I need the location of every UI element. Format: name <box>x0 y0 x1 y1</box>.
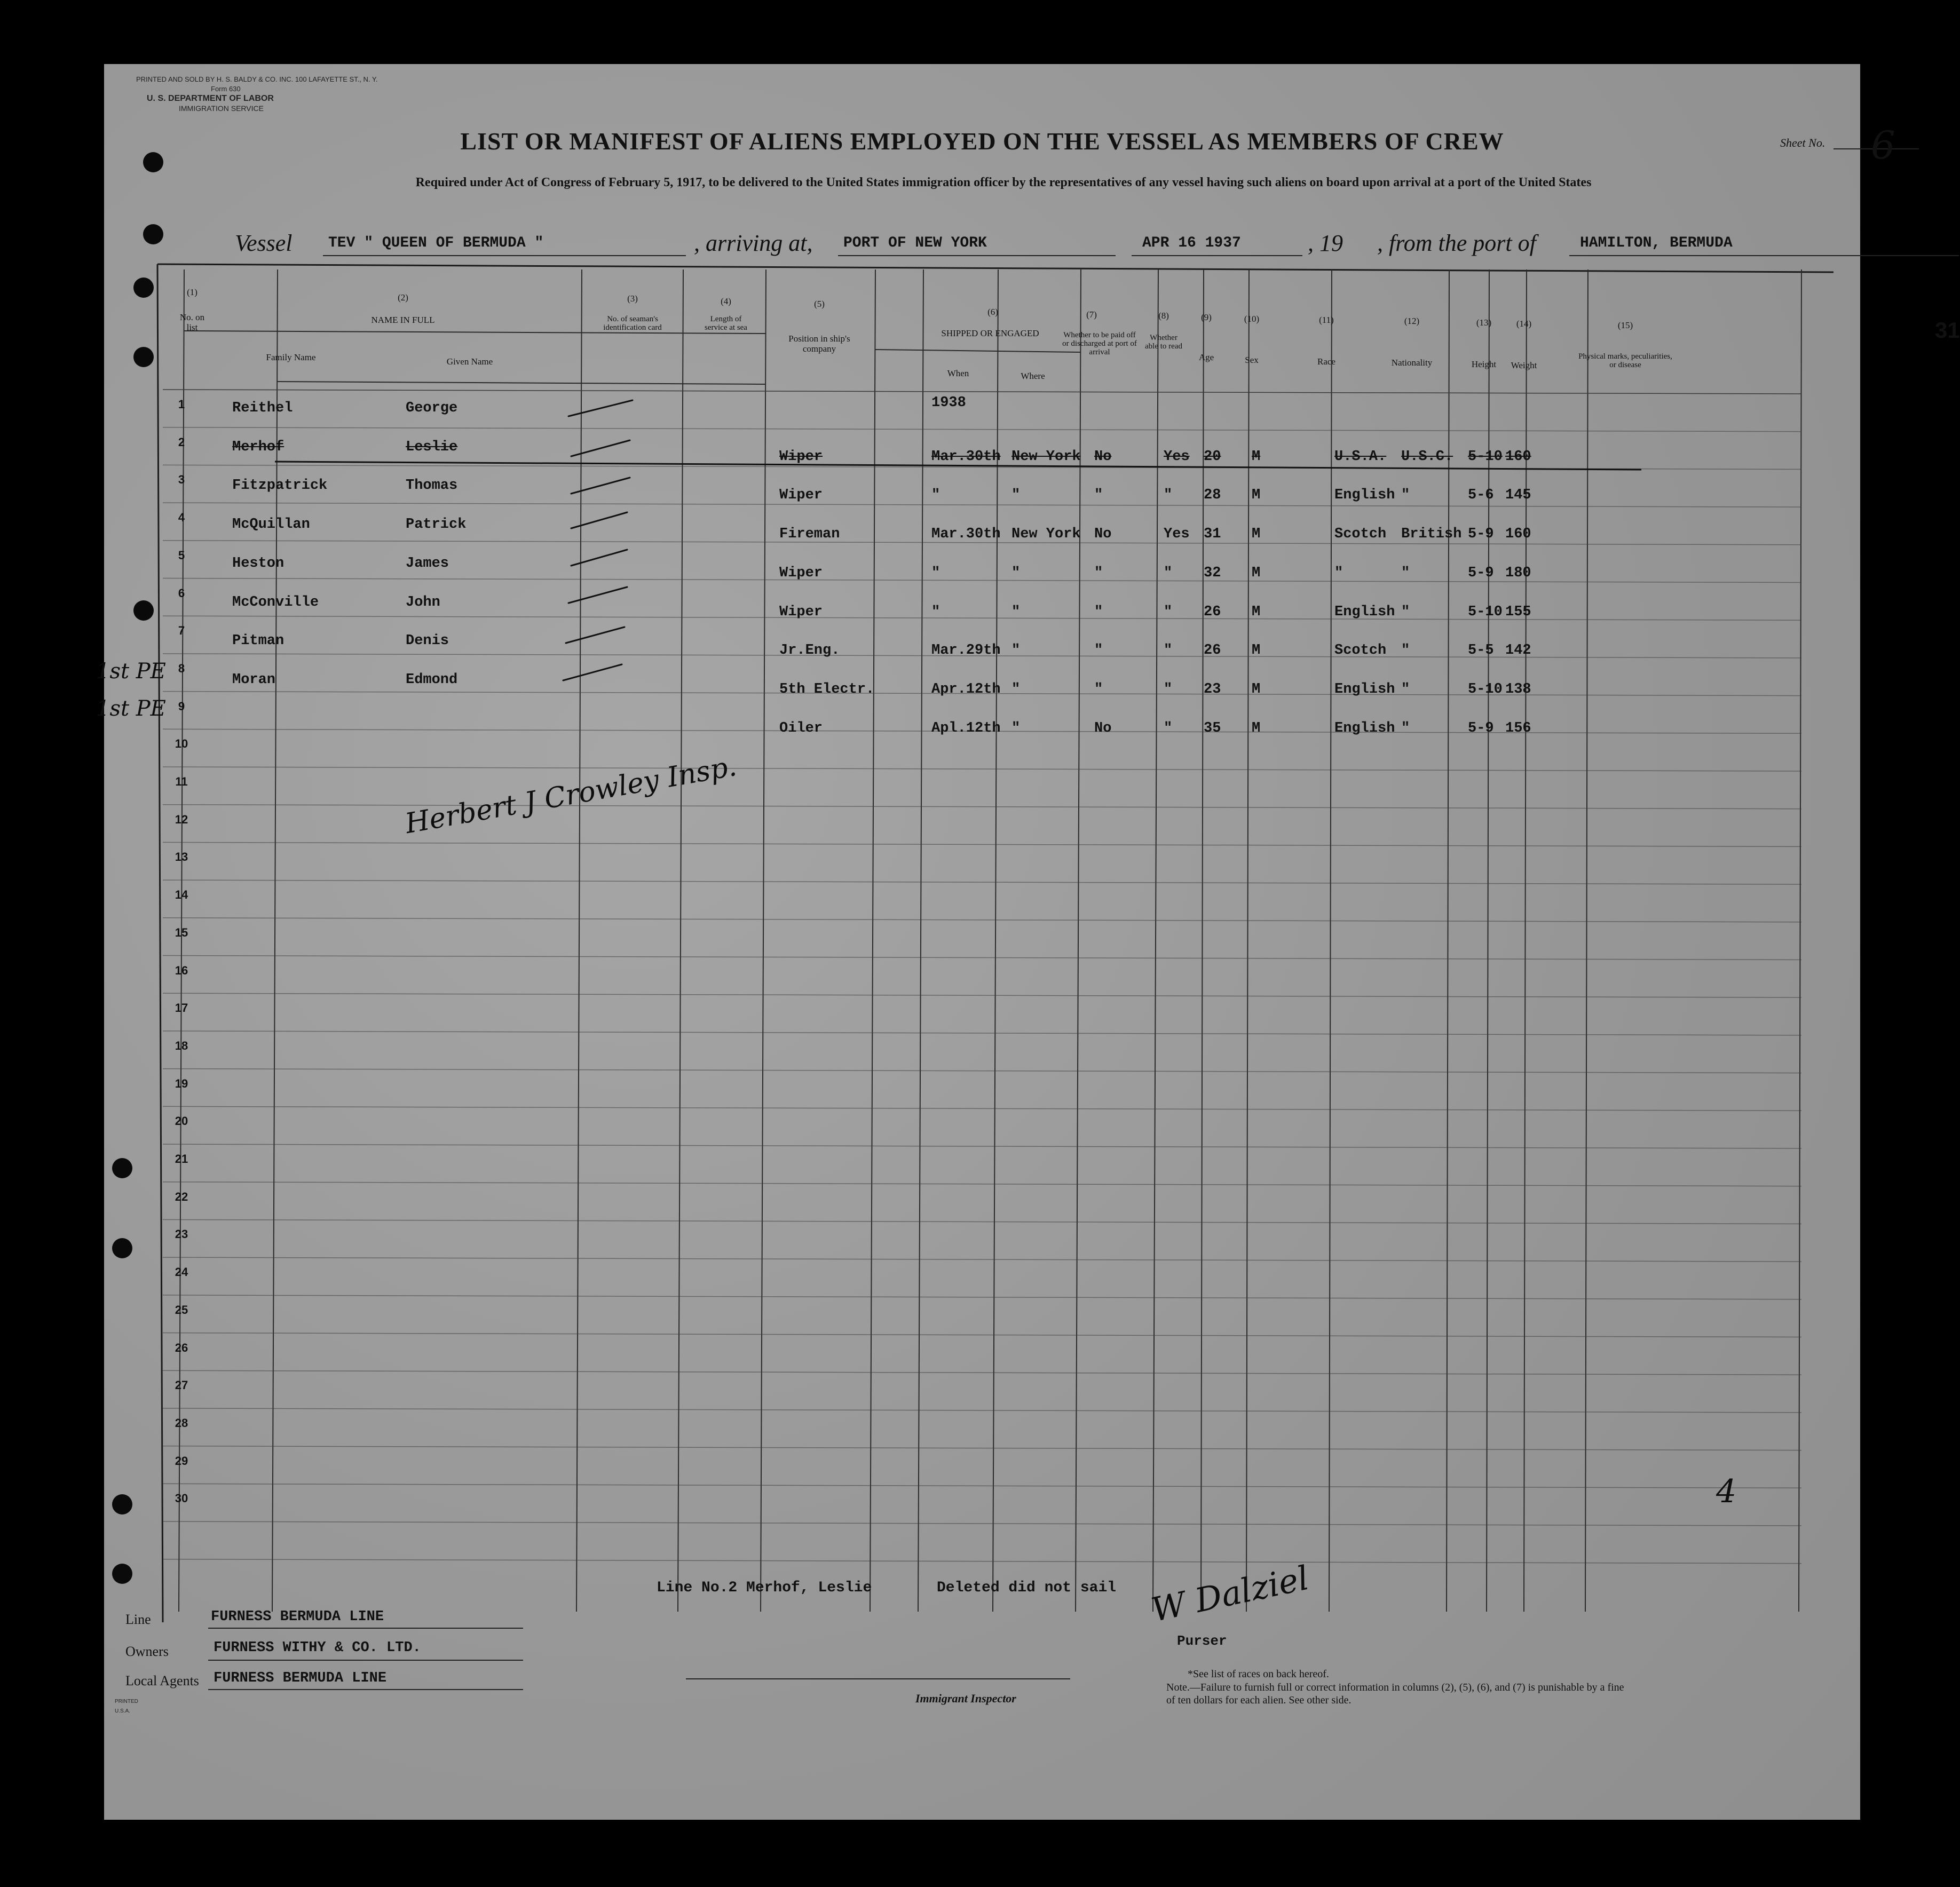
col9-header: Age <box>1198 352 1214 362</box>
owners-underline <box>208 1660 523 1661</box>
cell-race: Scotch <box>1334 643 1387 659</box>
cell-weight: 160 <box>1505 526 1531 543</box>
cell-sex: M <box>1252 681 1261 697</box>
cell-read: " <box>1164 604 1173 620</box>
cell-given: Leslie <box>406 439 458 455</box>
cell-height: 5-6 <box>1468 487 1494 504</box>
form-number: Form 630 <box>211 85 241 93</box>
stray-mark: 4 <box>1716 1473 1737 1510</box>
row-number: 4 <box>178 511 185 525</box>
cell-sex: M <box>1252 720 1261 736</box>
col11-number: (11) <box>1319 315 1334 325</box>
cell-read: Yes <box>1164 448 1190 465</box>
cell-read: " <box>1164 720 1173 736</box>
cell-race: Scotch <box>1334 526 1387 543</box>
family-name-header: Family Name <box>266 352 316 362</box>
col3-number: (3) <box>627 294 638 304</box>
col10-number: (10) <box>1244 314 1260 324</box>
cell-age: 26 <box>1204 643 1221 659</box>
cell-family: McQuillan <box>232 517 310 533</box>
cell-race: English <box>1334 720 1395 736</box>
row-number: 25 <box>175 1303 188 1317</box>
agents-underline <box>208 1689 523 1690</box>
deletion-strike-line <box>275 462 1641 470</box>
cell-sex: M <box>1252 487 1261 504</box>
cell-when: 1938 <box>931 395 966 411</box>
col6-header: SHIPPED OR ENGAGED <box>941 328 1039 338</box>
cell-when: " <box>931 604 941 620</box>
cell-when: " <box>931 487 941 504</box>
races-note: *See list of races on back hereof. <box>1188 1668 1329 1680</box>
cell-family: Merhof <box>232 439 284 455</box>
row-number: 10 <box>175 737 188 751</box>
cell-weight: 138 <box>1505 681 1531 697</box>
cell-when: Apl.12th <box>931 720 1001 736</box>
cell-read: " <box>1164 681 1173 697</box>
row-number: 22 <box>175 1190 188 1203</box>
inspector-label: Immigrant Inspector <box>915 1692 1016 1705</box>
cell-position: Oiler <box>779 720 823 736</box>
cell-age: 23 <box>1204 681 1221 697</box>
cell-height: 5-9 <box>1468 720 1494 736</box>
row-number: 27 <box>175 1378 188 1392</box>
cell-when: Mar.30th <box>931 526 1001 543</box>
agents-label: Local Agents <box>125 1673 199 1688</box>
arriving-label: , arriving at, <box>694 230 813 256</box>
margin-note: 1st PE <box>96 659 166 684</box>
cell-sex: M <box>1252 526 1261 543</box>
col8-header: Whether able to read <box>1145 334 1182 351</box>
cell-when: Apr.12th <box>931 681 1001 697</box>
row-number: 21 <box>175 1152 188 1166</box>
cell-family: Fitzpatrick <box>232 478 328 494</box>
cell-given: Edmond <box>406 671 458 688</box>
document-subtitle: Required under Act of Congress of February 5, 1917, to be delivered to the United States immigration officer by the representatives of any vessel having such aliens on board upon arrival at a port of the United States <box>415 176 1592 189</box>
cell-height: 5-9 <box>1468 526 1494 543</box>
cell-nationality: British <box>1401 526 1462 543</box>
vessel-name: TEV " QUEEN OF BERMUDA " <box>328 235 544 251</box>
cell-given: John <box>406 594 440 610</box>
col14-number: (14) <box>1516 319 1532 329</box>
cell-family: Heston <box>232 555 284 572</box>
cell-age: 31 <box>1204 526 1221 543</box>
cell-age: 26 <box>1204 604 1221 620</box>
col8-number: (8) <box>1158 311 1169 321</box>
cell-sex: M <box>1252 448 1261 465</box>
row-number: 3 <box>178 473 185 487</box>
row-number: 20 <box>175 1114 188 1128</box>
cell-family: McConville <box>232 594 319 610</box>
cell-given: Thomas <box>406 478 458 494</box>
cell-paid: " <box>1094 565 1103 581</box>
department-label: U. S. DEPARTMENT OF LABOR <box>147 94 274 103</box>
col4-number: (4) <box>721 296 731 306</box>
manifest-sheet <box>96 64 1960 1820</box>
cell-read: " <box>1164 565 1173 581</box>
cell-nationality: " <box>1401 720 1410 736</box>
cell-family: Moran <box>232 671 276 688</box>
row-number: 13 <box>175 850 188 864</box>
col4-header: Length of service at sea <box>705 315 747 332</box>
col6-where-header: Where <box>1021 371 1045 381</box>
cell-position: Wiper <box>779 565 823 581</box>
penalty-note: Note.—Failure to furnish full or correct information in columns (2), (5), (6), and (7) is punishable by a fine of ten dollars for each alien. See other side. <box>1166 1682 1624 1706</box>
arrival-date: APR 16 1937 <box>1142 235 1241 251</box>
line-underline <box>208 1628 523 1629</box>
from-port: HAMILTON, BERMUDA <box>1580 235 1733 251</box>
row-number: 8 <box>178 661 185 675</box>
row-number: 5 <box>178 548 185 562</box>
row-number: 24 <box>175 1265 188 1279</box>
cell-height: 5-9 <box>1468 565 1494 581</box>
col1-number: (1) <box>187 287 197 297</box>
col15-number: (15) <box>1617 320 1633 330</box>
cell-nationality: " <box>1401 487 1410 504</box>
arriving-port: PORT OF NEW YORK <box>843 235 987 251</box>
from-port-label: , from the port of <box>1377 230 1536 256</box>
cell-height: 5-10 <box>1468 681 1503 697</box>
row-number: 23 <box>175 1227 188 1241</box>
cell-race: English <box>1334 604 1395 620</box>
cell-when: Mar.29th <box>931 643 1001 659</box>
cell-where: New York <box>1011 448 1081 465</box>
col7-number: (7) <box>1086 310 1097 320</box>
cell-nationality: " <box>1401 604 1410 620</box>
cell-family: Pitman <box>232 633 284 649</box>
row-number: 30 <box>175 1492 188 1505</box>
row-number: 1 <box>178 398 185 411</box>
row-number: 19 <box>175 1076 188 1090</box>
check-marks <box>104 64 1860 1820</box>
cell-read: " <box>1164 487 1173 504</box>
col3-header: No. of seaman's identification card <box>603 315 662 332</box>
row-number: 6 <box>178 586 185 600</box>
col13-header: Height <box>1471 359 1497 369</box>
purser-label: Purser <box>1177 1633 1227 1649</box>
row-number: 18 <box>175 1038 188 1052</box>
cell-where: " <box>1011 720 1021 736</box>
row-number: 12 <box>175 812 188 826</box>
row-number: 2 <box>178 435 185 449</box>
cell-weight: 142 <box>1505 643 1531 659</box>
cell-given: Patrick <box>406 517 467 533</box>
row-number: 17 <box>175 1001 188 1015</box>
cell-paid: " <box>1094 604 1103 620</box>
cell-read: Yes <box>1164 526 1190 543</box>
row-number: 11 <box>175 775 188 788</box>
owners-value: FURNESS WITHY & CO. LTD. <box>214 1640 421 1656</box>
cell-weight: 145 <box>1505 487 1531 504</box>
year-label: , 19 <box>1308 230 1343 256</box>
cell-sex: M <box>1252 643 1261 659</box>
cell-paid: No <box>1094 526 1112 543</box>
cell-given: George <box>406 400 458 416</box>
cell-sex: M <box>1252 565 1261 581</box>
cell-where: " <box>1011 565 1021 581</box>
sheet-number-label: Sheet No. <box>1780 136 1825 149</box>
cell-position: 5th Electr. <box>779 681 875 697</box>
row-number: 7 <box>178 624 185 638</box>
printer-line: PRINTED AND SOLD BY H. S. BALDY & CO. INC. 100 LAFAYETTE ST., N. Y. <box>136 75 378 83</box>
col5-header: Position in ship's company <box>788 334 850 354</box>
cell-race: U.S.A. <box>1334 448 1387 465</box>
cell-position: Wiper <box>779 487 823 504</box>
cell-position: Wiper <box>779 448 823 465</box>
cell-nationality: " <box>1401 681 1410 697</box>
cell-when: Mar.30th <box>931 448 1001 465</box>
cell-given: Denis <box>406 633 449 649</box>
agents-value: FURNESS BERMUDA LINE <box>214 1670 387 1686</box>
col12-number: (12) <box>1404 316 1420 326</box>
col6-when-header: When <box>947 368 969 378</box>
line-label: Line <box>125 1612 151 1627</box>
sheet-number-value: 6 <box>1871 123 1895 168</box>
cell-nationality: U.S.C. <box>1401 448 1453 465</box>
cell-height: 5-5 <box>1468 643 1494 659</box>
cell-when: " <box>931 565 941 581</box>
cell-weight: 155 <box>1505 604 1531 620</box>
col2-header: NAME IN FULL <box>371 315 435 325</box>
cell-position: Fireman <box>779 526 840 543</box>
inspector-signature: Herbert J Crowley Insp. <box>402 750 739 841</box>
col10-header: Sex <box>1245 355 1259 365</box>
cell-race: " <box>1334 565 1343 581</box>
cell-race: English <box>1334 681 1395 697</box>
col5-number: (5) <box>814 299 825 309</box>
row-number: 26 <box>175 1341 188 1354</box>
cell-family: Reithel <box>232 400 293 416</box>
cell-where: " <box>1011 604 1021 620</box>
owners-label: Owners <box>125 1644 169 1659</box>
col13-number: (13) <box>1476 318 1492 328</box>
row-number: 9 <box>178 699 185 713</box>
cell-given: James <box>406 555 449 572</box>
cell-age: 20 <box>1204 448 1221 465</box>
row-number: 29 <box>175 1454 188 1468</box>
cell-height: 5-10 <box>1468 448 1503 465</box>
service-label: IMMIGRATION SERVICE <box>179 104 264 113</box>
row-number: 14 <box>175 888 188 902</box>
col11-header: Race <box>1317 356 1335 367</box>
cell-paid: " <box>1094 643 1103 659</box>
cell-age: 32 <box>1204 565 1221 581</box>
cell-nationality: " <box>1401 565 1410 581</box>
cell-position: Jr.Eng. <box>779 643 840 659</box>
cell-where: New York <box>1011 526 1081 543</box>
page-number: 31 <box>1935 318 1960 343</box>
col9-number: (9) <box>1201 312 1212 322</box>
cell-read: " <box>1164 643 1173 659</box>
line-value: FURNESS BERMUDA LINE <box>211 1609 384 1625</box>
col2-number: (2) <box>398 292 408 303</box>
purser-signature: W Dalziel <box>1148 1558 1313 1630</box>
cell-paid: " <box>1094 681 1103 697</box>
cell-nationality: " <box>1401 643 1410 659</box>
cell-paid: No <box>1094 720 1112 736</box>
row-number: 16 <box>175 963 188 977</box>
cell-race: English <box>1334 487 1395 504</box>
union-label: PRINTED U.S.A. <box>115 1699 138 1714</box>
inspector-signature-line <box>686 1678 1070 1679</box>
cell-sex: M <box>1252 604 1261 620</box>
col6-number: (6) <box>987 307 998 317</box>
cell-age: 28 <box>1204 487 1221 504</box>
deletion-note-line: Line No.2 Merhof, Leslie <box>657 1580 872 1596</box>
margin-note: 1st PE <box>96 696 166 721</box>
cell-weight: 156 <box>1505 720 1531 736</box>
document-title: LIST OR MANIFEST OF ALIENS EMPLOYED ON THE VESSEL AS MEMBERS OF CREW <box>460 128 1504 155</box>
deletion-note-reason: Deleted did not sail <box>937 1580 1117 1596</box>
col14-header: Weight <box>1511 360 1537 370</box>
given-name-header: Given Name <box>446 356 493 367</box>
cell-paid: " <box>1094 487 1103 504</box>
col12-header: Nationality <box>1391 358 1433 368</box>
cell-where: " <box>1011 681 1021 697</box>
col1-header: No. on list <box>179 312 205 332</box>
col15-header: Physical marks, peculiarities, or disease <box>1578 352 1672 369</box>
cell-weight: 180 <box>1505 565 1531 581</box>
row-number: 28 <box>175 1416 188 1430</box>
vessel-label: Vessel <box>235 230 293 256</box>
cell-where: " <box>1011 643 1021 659</box>
cell-where: " <box>1011 487 1021 504</box>
cell-paid: No <box>1094 448 1112 465</box>
col7-header: Whether to be paid off or discharged at port of arrival <box>1062 331 1137 356</box>
cell-height: 5-10 <box>1468 604 1503 620</box>
cell-weight: 160 <box>1505 448 1531 465</box>
cell-age: 35 <box>1204 720 1221 736</box>
cell-position: Wiper <box>779 604 823 620</box>
row-number: 15 <box>175 925 188 939</box>
